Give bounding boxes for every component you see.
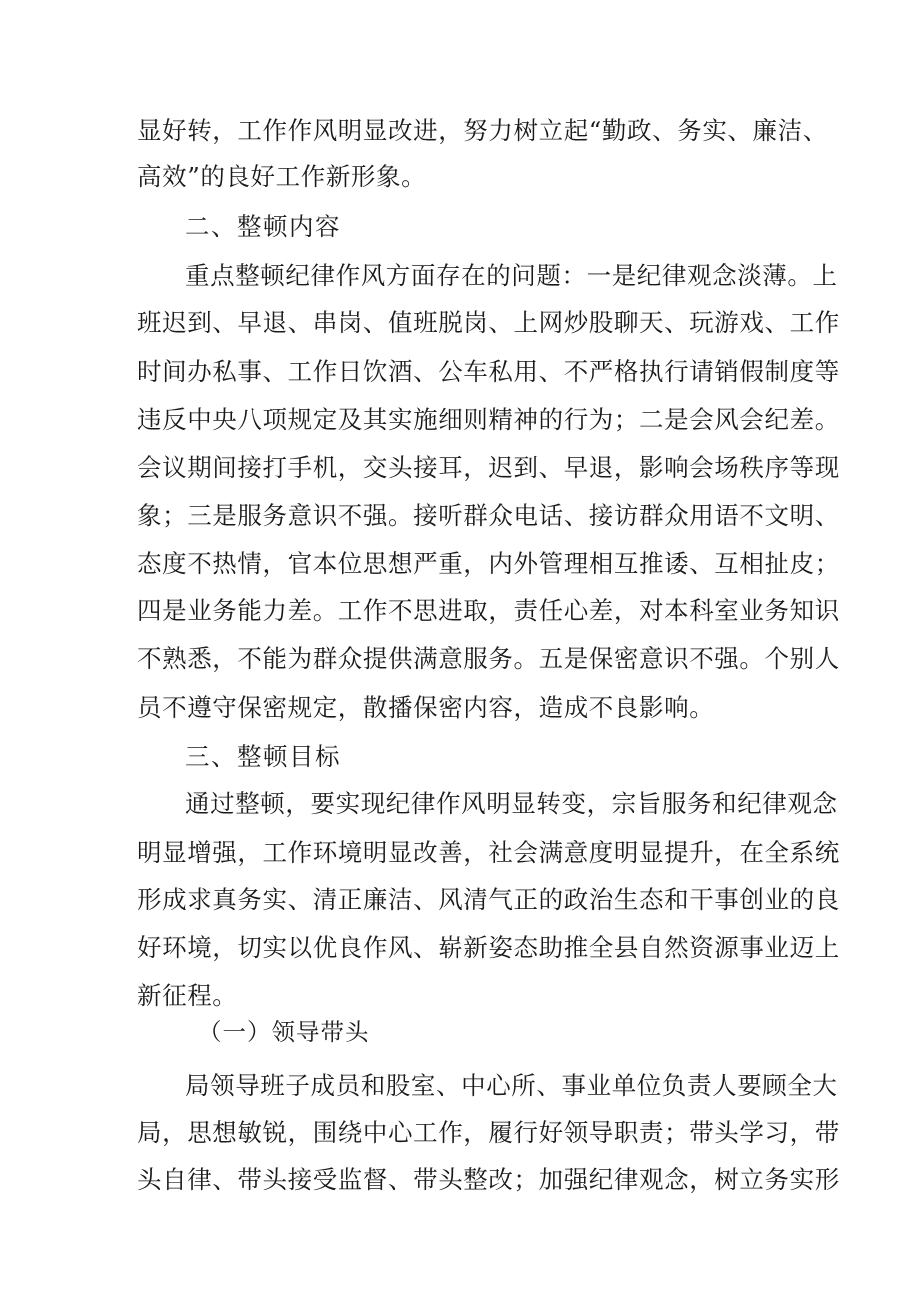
section-3-line-5: 新征程。: [137, 981, 238, 1010]
section-2-heading: 二、整顿内容: [185, 212, 341, 241]
section-2-line-4: 违反中央八项规定及其实施细则精神的行为；二是会风会纪差。: [137, 405, 840, 434]
intro-line-1: 显好转，工作作风明显改进，努力树立起“勤政、务实、廉洁、: [137, 116, 828, 145]
section-2-line-3: 时间办私事、工作日饮酒、公车私用、不严格执行请销假制度等: [137, 357, 840, 386]
subsection-1-line-1: 局领导班子成员和股室、中心所、事业单位负责人要顾全大: [185, 1071, 838, 1100]
section-3-line-3: 形成求真务实、清正廉洁、风清气正的政治生态和干事创业的良: [137, 885, 840, 914]
subsection-1-heading: （一）领导带头: [198, 1018, 370, 1046]
subsection-1-line-3: 头自律、带头接受监督、带头整改；加强纪律观念，树立务实形: [137, 1165, 840, 1194]
section-2-line-7: 态度不热情，官本位思想严重，内外管理相互推诿、互相扯皮；: [137, 549, 840, 578]
section-2-line-1: 重点整顿纪律作风方面存在的问题：一是纪律观念淡薄。上: [185, 261, 838, 290]
section-3-line-4: 好环境，切实以优良作风、崭新姿态助推全县自然资源事业迈上: [137, 933, 840, 962]
section-2-line-10: 员不遵守保密规定，散播保密内容，造成不良影响。: [137, 693, 715, 722]
section-3-heading: 三、整顿目标: [185, 742, 341, 771]
subsection-1-line-2: 局，思想敏锐，围绕中心工作，履行好领导职责；带头学习，带: [137, 1118, 840, 1147]
section-3-line-1: 通过整顿，要实现纪律作风明显转变，宗旨服务和纪律观念: [185, 789, 838, 818]
intro-line-2: 高效”的良好工作新形象。: [137, 162, 427, 191]
section-2-line-6: 象；三是服务意识不强。接听群众电话、接访群众用语不文明、: [137, 501, 840, 530]
section-2-line-2: 班迟到、早退、串岗、值班脱岗、上网炒股聊天、玩游戏、工作: [137, 308, 840, 337]
section-2-line-8: 四是业务能力差。工作不思进取，责任心差，对本科室业务知识: [137, 596, 840, 625]
section-2-line-5: 会议期间接打手机，交头接耳，迟到、早退，影响会场秩序等现: [137, 453, 840, 482]
section-3-line-2: 明显增强，工作环境明显改善，社会满意度明显提升，在全系统: [137, 838, 840, 867]
section-2-line-9: 不熟悉，不能为群众提供满意服务。五是保密意识不强。个别人: [137, 644, 840, 673]
